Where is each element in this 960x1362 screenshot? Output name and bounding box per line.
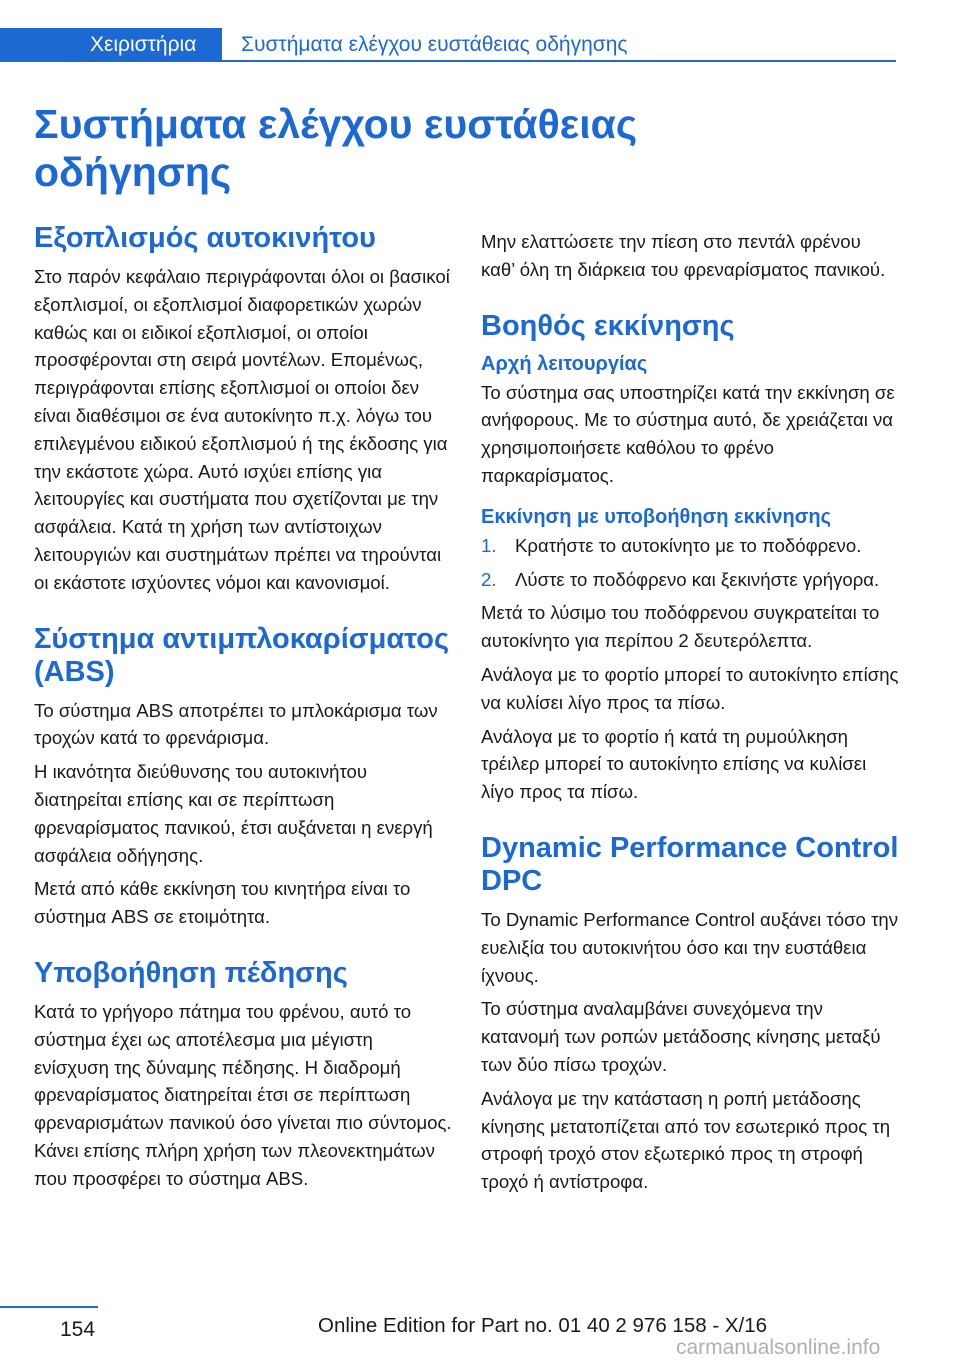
- heading-hill-start-assist: Βοηθός εκκίνησης: [481, 309, 735, 342]
- subheading-start-with-assist: Εκκίνηση με υποβοήθηση εκκίνησης: [481, 505, 832, 528]
- heading-vehicle-equipment: Εξοπλισμός αυτοκινήτου: [34, 222, 376, 254]
- list-item: [481, 532, 899, 560]
- heading-brake-assist: Υποβοήθηση πέδησης: [34, 956, 348, 989]
- heading-dpc: Dynamic Performance Control DPC: [481, 831, 899, 897]
- paragraph: Το Dynamic Performance Control αυξάνει τόσο την ευελιξία του αυτοκινήτου όσο και την ευστάθεια ίχνους.: [481, 908, 899, 986]
- page-title: Συστήματα ελέγχου ευστάθειας οδήγησης: [34, 101, 638, 195]
- section-tab[interactable]: Χειριστήρια: [0, 28, 222, 62]
- footer-rule: [0, 1306, 98, 1308]
- paragraph: Ανάλογα με το φορτίο ή κατά τη ρυμούλκηση τρέιλερ μπορεί το αυτοκίνητο επίσης να κυλίσει λίγο προς τα πίσω.: [481, 725, 867, 803]
- breadcrumb[interactable]: Συστήματα ελέγχου ευστάθειας οδήγησης: [241, 33, 628, 56]
- paragraph: Μην ελαττώσετε την πίεση στο πεντάλ φρένου καθ’ όλη τη διάρκεια του φρεναρίσματος πανικού.: [481, 231, 886, 280]
- step-number: 1.: [481, 534, 497, 556]
- paragraph: Μετά από κάθε εκκίνηση του κινητήρα είναι το σύστημα ABS σε ετοιμότητα.: [34, 878, 411, 928]
- watermark: carmanualsonline.info: [676, 1336, 881, 1359]
- paragraph: Κατά το γρήγορο πάτημα του φρένου, αυτό το σύστημα έχει ως αποτέλεσμα μια μέγιστη ενίσχυση της δύναμης πέδησης. Η διαδρομή φρεναρίσματος διατηρείται έτσι σε περίπτωση φρεναρισμάτων πανικού όσο γίνεται πιο σύντομος. Κάνει επίσης πλήρη χρήση των πλεονεκτημάτων που προσφέρει το σύστημα ABS.: [34, 1000, 452, 1189]
- paragraph: Στο παρόν κεφάλαιο περιγράφονται όλοι οι βασικοί εξοπλισμοί, οι εξοπλισμοί διαφορετικών χωρών καθώς και οι ειδικοί εξοπλισμοί, οι οποίοι προσφέρονται στη σειρά μοντέλων. Επομένως, περιγράφονται επίσης εξοπλισμοί οι οποίοι δεν είναι διαθέσιμοι σε ένα αυτοκίνητο π.χ. λόγω του επιλεγμένου ειδικού εξοπλισμού ή της έκδοσης για την εκάστοτε χώρα. Αυτό ισχύει επίσης για λειτουργίες και συστήματα που σχετίζονται με την ασφάλεια. Κατά τη χρήση των αντίστοιχων λειτουργιών και συστημάτων πρέπει να τηρούνται οι εκάστοτε ισχύοντες νόμοι και κανονισμοί.: [34, 266, 450, 593]
- edition-note: Online Edition for Part no. 01 40 2 976 158 - X/16: [318, 1314, 768, 1337]
- paragraph: Ανάλογα με την κατάσταση η ροπή μετάδοσης κίνησης μετατοπίζεται από τον εσωτερικό προς τη στροφή τροχό στον εξωτερικό προς τη στροφή τροχό ή αντίστροφα.: [481, 1087, 891, 1193]
- header-rule: [222, 60, 896, 62]
- page-header: [0, 28, 896, 62]
- paragraph: Το σύστημα αναλαμβάνει συνεχόμενα την κατανομή των ροπών μετάδοσης κίνησης μεταξύ των δύο πίσω τροχών.: [481, 998, 881, 1075]
- paragraph: Μετά το λύσιμο του ποδόφρενου συγκρατείται το αυτοκίνητο για περίπου 2 δευτερόλεπτα.: [481, 602, 880, 652]
- left-column: [34, 222, 452, 1199]
- list-item: [481, 566, 899, 594]
- steps-list: [481, 532, 899, 594]
- step-text: Λύστε το ποδόφρενο και ξεκινήστε γρήγορα.: [515, 568, 880, 590]
- page-number: 154: [60, 1318, 96, 1341]
- paragraph: Η ικανότητα διεύθυνσης του αυτοκινήτου διατηρείται επίσης και σε περίπτωση φρεναρίσματος πανικού, έτσι αυξάνεται η ενεργή ασφάλεια οδήγησης.: [34, 761, 433, 866]
- right-column: [481, 228, 899, 1202]
- step-text: Κρατήστε το αυτοκίνητο με το ποδόφρενο.: [515, 534, 862, 556]
- subheading-principle: Αρχή λειτουργίας: [481, 352, 648, 375]
- paragraph: Το σύστημα ABS αποτρέπει το μπλοκάρισμα των τροχών κατά το φρενάρισμα.: [34, 699, 438, 749]
- step-number: 2.: [481, 568, 497, 590]
- paragraph: Το σύστημα σας υποστηρίζει κατά την εκκίνηση σε ανήφορους. Με το σύστημα αυτό, δε χρειάζεται να χρησιμοποιήσετε καθόλου το φρένο παρκαρίσματος.: [481, 381, 895, 486]
- heading-abs: Σύστημα αντιμπλοκαρίσματος (ABS): [34, 622, 450, 688]
- paragraph: Ανάλογα με το φορτίο μπορεί το αυτοκίνητο επίσης να κυλίσει λίγο προς τα πίσω.: [481, 663, 899, 713]
